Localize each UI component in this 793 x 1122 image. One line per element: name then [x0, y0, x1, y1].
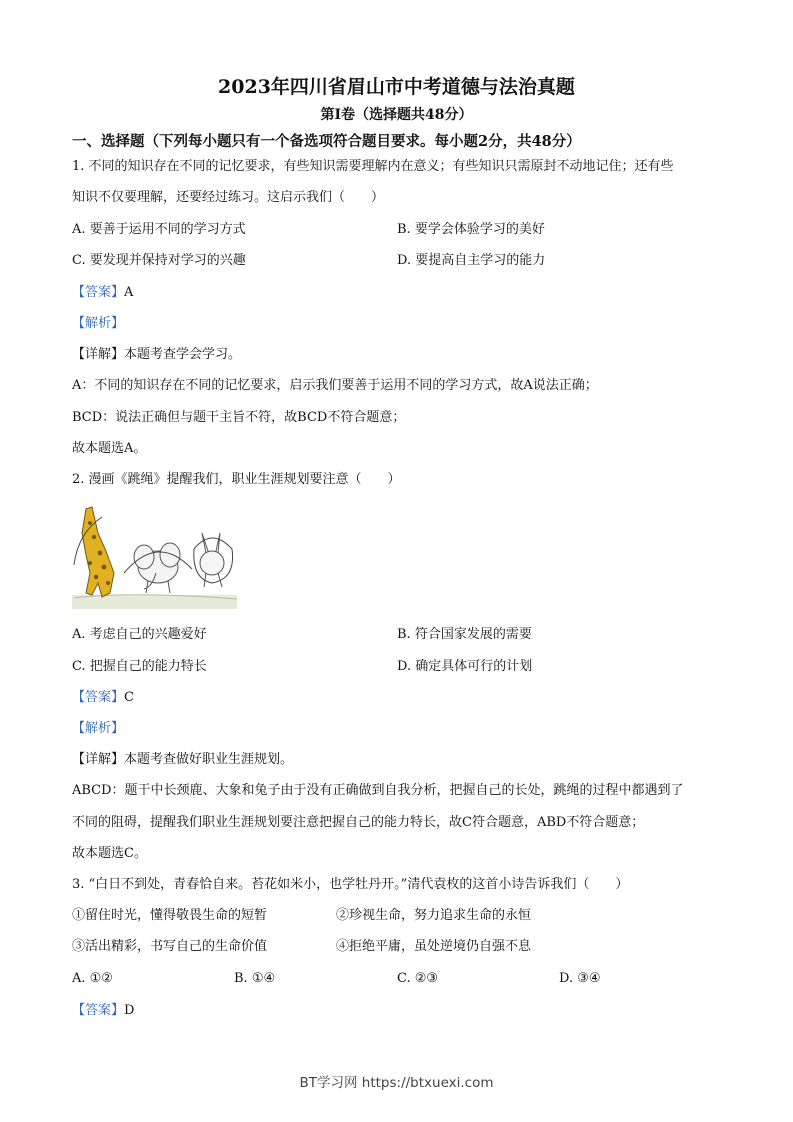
q1-option-b: B. 要学会体验学习的美好: [397, 222, 545, 237]
q3-stem: 3. “白日不到处，青春恰自来。苔花如米小，也学牡丹开。”清代袁枚的这首小诗告诉我们（ ）: [72, 877, 629, 892]
q1-explain-line1: A：不同的知识存在不同的记忆要求，启示我们要善于运用不同的学习方式，故A说法正确；: [72, 378, 598, 393]
giraffe-figure: [74, 507, 114, 597]
answer-tag: 【答案】: [72, 1003, 125, 1018]
q1-detail: [72, 346, 241, 364]
detail-tag: 【详解】: [72, 347, 125, 362]
analysis-tag: 【解析】: [72, 316, 125, 331]
q3-answer: [72, 1002, 134, 1020]
answer-value: A: [124, 285, 134, 300]
section-heading: 一、选择题（下列每小题只有一个备选项符合题目要求。每小题2分，共48分）: [72, 133, 581, 150]
q3-option-c: C. ②③: [397, 971, 439, 986]
q3-option-d: D. ③④: [559, 971, 601, 986]
q2-option-b: B. 符合国家发展的需要: [397, 627, 532, 642]
q2-stem: 2. 漫画《跳绳》提醒我们，职业生涯规划要注意（ ）: [72, 472, 401, 487]
q1-option-a: A. 要善于运用不同的学习方式: [72, 222, 246, 237]
q1-analysis: [72, 315, 124, 333]
section-subtitle: 第I卷（选择题共48分）: [320, 107, 473, 123]
q1-stem-line2: 知识不仅要理解，还要经过练习。这启示我们（ ）: [72, 190, 385, 205]
footer-watermark: BT学习网 https://btxuexi.com: [299, 1075, 494, 1091]
answer-tag: 【答案】: [72, 690, 125, 705]
q2-option-c: C. 把握自己的能力特长: [72, 659, 207, 674]
q2-option-d: D. 确定具体可行的计划: [397, 659, 533, 674]
page-title: 2023年四川省眉山市中考道德与法治真题: [218, 76, 575, 98]
jump-rope-cartoon: [72, 503, 237, 609]
answer-value: C: [124, 690, 134, 705]
q1-option-c: C. 要发现并保持对学习的兴趣: [72, 253, 246, 268]
q2-explain-line1: ABCD：题干中长颈鹿、大象和兔子由于没有正确做到自我分析，把握自己的长处，跳绳的过程中都遇到了: [72, 783, 684, 798]
q2-explain-line2: 不同的阻碍，提醒我们职业生涯规划要注意把握自己的能力特长，故C符合题意，ABD不符合题意；: [72, 815, 645, 830]
q1-stem-line1: 1. 不同的知识存在不同的记忆要求，有些知识需要理解内在意义；有些知识只需原封不动地记住；还有些: [72, 159, 674, 174]
q3-item-1: ①留住时光，懂得敬畏生命的短暂: [72, 908, 268, 923]
answer-tag: 【答案】: [72, 285, 125, 300]
q1-explain-line2: BCD：说法正确但与题干主旨不符，故BCD不符合题意；: [72, 410, 406, 425]
rabbit-figure: [194, 533, 233, 587]
detail-text: 本题考查做好职业生涯规划。: [124, 752, 294, 767]
q3-item-2: ②珍视生命，努力追求生命的永恒: [336, 908, 532, 923]
q2-detail: [72, 751, 293, 769]
q2-analysis: [72, 720, 124, 738]
q1-explain-line3: 故本题选A。: [72, 441, 147, 456]
elephant-figure: [124, 543, 192, 593]
q1-answer: [72, 284, 133, 302]
q3-option-b: B. ①④: [234, 971, 276, 986]
q2-answer: [72, 689, 134, 707]
q2-explain-line3: 故本题选C。: [72, 846, 147, 861]
q1-option-d: D. 要提高自主学习的能力: [397, 253, 546, 268]
q3-option-a: A. ①②: [72, 971, 113, 986]
detail-text: 本题考查学会学习。: [124, 347, 242, 362]
detail-tag: 【详解】: [72, 752, 125, 767]
q3-item-4: ④拒绝平庸，虽处逆境仍自强不息: [336, 939, 532, 954]
answer-value: D: [124, 1003, 135, 1018]
q3-item-3: ③活出精彩，书写自己的生命价值: [72, 939, 268, 954]
analysis-tag: 【解析】: [72, 721, 125, 736]
q2-option-a: A. 考虑自己的兴趣爱好: [72, 627, 207, 642]
